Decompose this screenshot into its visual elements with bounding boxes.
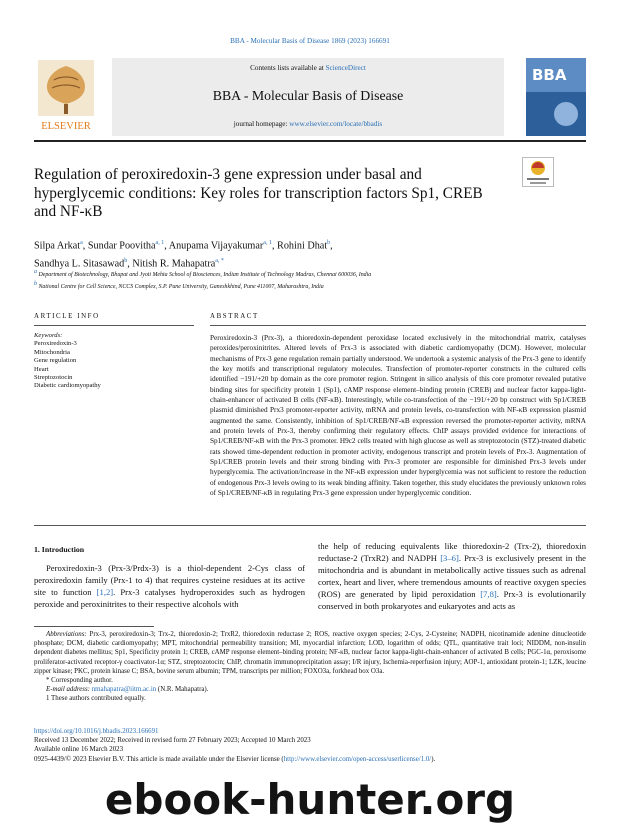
online-date: Available online 16 March 2023	[34, 746, 124, 754]
author[interactable]: Rohini Dhat	[277, 240, 328, 252]
affiliations	[34, 268, 594, 292]
keyword: Streptozotocin	[34, 374, 73, 382]
author[interactable]: Sandhya L. Sitasawad	[34, 258, 125, 270]
affiliation-text: Department of Biotechnology, Bhupat and Jyoti Mehta School of Biosciences, Indian Institute of Technology Madras, Chennai 600036, India	[38, 271, 372, 278]
abbreviations-label: Abbreviations:	[46, 631, 87, 638]
license-text: 0925-4439/© 2023 Elsevier B.V. This article is made available under the Elsevier license (	[34, 755, 284, 763]
author-affil-mark[interactable]: a	[80, 240, 83, 246]
citation-link[interactable]: [7,8]	[480, 588, 497, 599]
license-link[interactable]: http://www.elsevier.com/open-access/userlicense/1.0/	[283, 755, 432, 763]
author-list: Silpa Arkat$^a$, Sundar Poovitha$^{a, 1}$, Anupama Vijayakumar$^{a, 1}$, Rohini Dhat$^b$, Sandhya L. Sitasawad$^b$, Nitish R. Mahapatra$^{a, *}$	[34, 240, 333, 270]
article-info-rule	[34, 325, 194, 326]
author-affil-mark[interactable]: a, 1	[263, 240, 272, 246]
affiliation	[34, 280, 594, 292]
check-updates-icon	[522, 157, 554, 187]
affiliation	[34, 268, 594, 280]
homepage-link[interactable]: www.elsevier.com/locate/bbadis	[289, 120, 383, 128]
email-suffix: (N.R. Mahapatra).	[156, 686, 209, 694]
email-note	[34, 685, 586, 694]
keyword: Diabetic cardiomyopathy	[34, 382, 101, 390]
article-info-heading: ARTICLE INFO	[34, 313, 100, 320]
received-dates: Received 13 December 2022; Received in revised form 27 February 2023; Accepted 10 March 2023	[34, 737, 311, 745]
elsevier-logo	[34, 58, 98, 136]
author[interactable]: Sundar Poovitha	[87, 240, 156, 252]
affiliation-mark: b	[34, 281, 37, 288]
author[interactable]: Nitish R. Mahapatra	[132, 258, 216, 270]
affiliation-text: National Centre for Cell Science, NCCS Complex, S.P. Pune University, Ganeshkhind, Pune 411007, Maharashtra, India	[38, 284, 324, 291]
homepage-prefix: journal homepage:	[233, 120, 290, 128]
sciencedirect-link[interactable]: ScienceDirect	[325, 64, 366, 72]
abstract-text: Peroxiredoxin-3 (Prx-3), a thioredoxin-dependent peroxidase located exclusively in the mitochondrial matrix, catalyses peroxides/peroxinitrites. Altered levels of Prx-3 is associated with diabetic cardiomyopathy (DCM). However, molecular mechanisms of Prx-3 gene regulation remain partially understood. We undertook a systemic analysis of the Prx-3 gene to identify the key motifs and transcriptional regulatory molecules. Transfection of promoter-reporter constructs in the cultured cells identified −191/+20 bp domain as the core promoter region. Stringent in silico analysis of this core promoter revealed putative binding sites for specificity protein 1 (Sp1), cAMP response element–binding protein (CREB) and nuclear factor kappa-light-chain-enhancer of activated B cells (NF-κB). Interestingly, while co-transfection of the −191/+20 bp construct with Sp1/CREB plasmid diminished Prx3 promoter-reporter activity, mRNA and protein levels, co-transfection with NF-κB expression plasmid augmented the same. Consistently, inhibition of Sp1/CREB/NF-κB expression reversed the promoter-reporter activity, mRNA and protein levels of Prx-3, thereby confirming their regulatory effects. ChIP assays provided evidence for interactions of Sp1/CREB/NF-κB with the Prx-3 promoter. H9c2 cells treated with high glucose as well as streptozotocin (STZ)-treated diabetic rats showed time-dependent reduction in promoter activity, endogenous transcript and protein levels of Prx-3. Augmentation of Sp1/CREB protein levels and their strong binding with Prx-3 promoter are responsible for diminished Prx-3 levels under hyperglycemia. The activation/increase in the NF-κB expression under hyperglycemia was not sufficient to restore the reduction of endogenous Prx-3 levels owing to its weak binding affinity. Taken together, this study elucidates the previously unknown roles of Sp1/CREB/NF-κB in regulating Prx-3 gene expression under hyperglycemic condition.	[210, 334, 586, 498]
homepage-line	[112, 120, 504, 128]
contents-prefix: Contents lists available at	[250, 64, 326, 72]
author-affil-mark[interactable]: a, *	[215, 257, 224, 264]
publication-info	[34, 727, 586, 764]
license-text: ).	[431, 755, 436, 763]
license-line	[34, 755, 586, 764]
journal-masthead	[34, 58, 586, 140]
author-affil-mark[interactable]: a, 1	[155, 240, 165, 246]
author-affil-mark[interactable]: b	[124, 257, 128, 264]
intro-text: the help of reducing equivalents like thioredoxin-2 (Trx-2), thioredoxin reductase-2 (TrxR2) and NADPH	[318, 541, 586, 563]
citation-link[interactable]: [3–6]	[440, 552, 459, 563]
abbreviations-note	[34, 630, 586, 676]
elsevier-wordmark: ELSEVIER	[41, 121, 91, 132]
running-head: BBA - Molecular Basis of Disease 1869 (2023) 166691	[230, 37, 390, 45]
abstract-heading: ABSTRACT	[210, 313, 259, 320]
intro-text: . Prx-3 catalyses hydroperoxides such as hydrogen peroxide and peroxinitrites to their respective alcohols with	[34, 586, 306, 609]
footnote-rule	[34, 626, 154, 627]
introduction-column-left	[34, 563, 305, 611]
keyword: Peroxiredoxin-3	[34, 340, 77, 348]
footnotes	[34, 630, 586, 704]
keyword: Mitochondria	[34, 348, 70, 356]
author[interactable]: Silpa Arkat	[34, 240, 81, 252]
introduction-heading: 1. Introduction	[34, 545, 85, 554]
keywords-label: Keywords:	[34, 332, 63, 339]
keywords-block	[34, 332, 194, 391]
email-link[interactable]: nmahapatra@iitm.ac.in	[91, 686, 157, 694]
author[interactable]: Anupama Vijayakumar	[168, 240, 264, 252]
journal-cover	[526, 58, 586, 136]
intro-text: . Prx-3 is exclusively present in the mitochondria and is abundant in metabolically active tissues such as adrenal cortex, heart and liver, where tremendous amounts of reactive oxygen species (ROS) are generated by lipid peroxidation	[318, 552, 586, 599]
cover-image	[526, 58, 586, 136]
email-label: E-mail address:	[46, 686, 92, 694]
corresponding-note: * Corresponding author.	[46, 677, 113, 685]
keyword: Gene regulation	[34, 357, 77, 365]
check-for-updates-button[interactable]	[522, 157, 554, 187]
introduction-column-right	[318, 541, 586, 613]
equal-contribution-note: 1 These authors contributed equally.	[46, 695, 146, 703]
masthead-rule	[34, 140, 586, 142]
affiliation-mark: a	[34, 269, 37, 275]
masthead-center	[112, 58, 504, 136]
citation-link[interactable]: [1,2]	[96, 586, 114, 597]
contents-line	[112, 64, 504, 72]
keyword: Heart	[34, 365, 49, 373]
intro-text: Peroxiredoxin-3 (Prx-3/Prdx-3) is a thiol-dependent 2-Cys class of peroxiredoxin family (Prx-1 to 4) that requires cysteine residues at its active site to function	[34, 563, 305, 597]
svg-text:BBA: BBA	[532, 66, 567, 84]
doi-link[interactable]: https://doi.org/10.1016/j.bbadis.2023.166691	[34, 728, 159, 735]
intro-text: . Prx-3 is evolutionarily conserved in both prokaryotes and eukaryotes and acts as	[318, 588, 586, 611]
article-title: Regulation of peroxiredoxin-3 gene expression under basal and hyperglycemic conditions: Key roles for transcription factors Sp1, CREB and NF-κB	[34, 166, 483, 221]
section-rule	[34, 525, 586, 526]
abbreviations-text: Prx-3, peroxiredoxin-3; Trx-2, thioredoxin-2; TrxR2, thioredoxin reductase 2; ROS, reactive oxygen species; 2-Cys, 2-Cysteine; NADPH, nicotinamide adenine dinucleotide phosphate; DCM, diabetic cardiomyopathy; MPT, mitochondrial permeability transition; MI, myocardial infarction; LOD, logarithm of odds; QTL, quantitative trait loci; NIDDM, non-insulin dependent diabetes mellitus; Sp1, Specificity protein 1; CREB, cAMP response element–binding protein; NF-κB, nuclear factor kappa-light-chain-enhancer of activated B cells; PGC-1α, peroxisome proliferator-activated receptor-γ coactivator-1α; STZ, streptozotocin; ChIP, chromatin immunoprecipitation assay; I/R injury, Ischemia-reperfusion injury; AOP-1, antioxidant protein-1; LZK, leucine zipper kinase; PKC, protein kinase C; BSA, bovine serum albumin; TPM, transcripts per million; FOXO3a, forkhead box O3a.	[34, 631, 586, 675]
journal-title: BBA - Molecular Basis of Disease	[212, 88, 404, 103]
watermark: ebook-hunter.org	[104, 775, 516, 824]
author-affil-mark[interactable]: b	[327, 240, 331, 246]
elsevier-tree-icon	[34, 58, 98, 136]
abstract-rule	[210, 325, 586, 326]
